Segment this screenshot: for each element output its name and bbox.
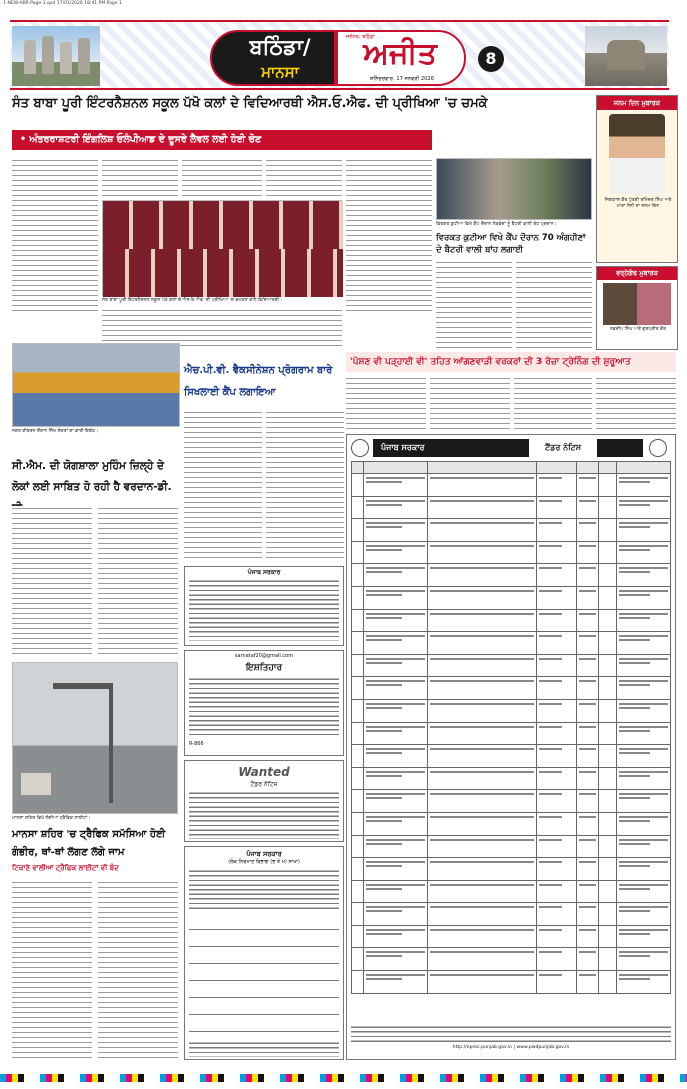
ad1-title: ਪੰਜਾਬ ਸਰਕਾਰ xyxy=(247,569,281,576)
traffic-body-col1 xyxy=(12,880,92,1060)
edition-block xyxy=(210,30,336,86)
traffic-subhead: ਟਿਕਾਣੇ ਵਾਲੀਆਂ ਟ੍ਰੈਫਿਕ ਲਾਈਟਾਂ ਵੀ ਬੰਦ xyxy=(12,864,119,872)
traffic-headline: ਮਾਨਸਾ ਸ਼ਹਿਰ 'ਚ ਟ੍ਰੈਫਿਕ ਸਮੱਸਿਆ ਹੋਈ ਗੰਭੀਰ, ਥਾਂ-ਥਾਂ ਲੱਗਣ ਲੱਗੇ ਜਾਮ xyxy=(12,829,166,858)
heaters-body-col1 xyxy=(436,260,512,350)
edition-main: ਬਠਿੰਡਾ/ xyxy=(249,35,311,59)
tender-logo-left xyxy=(351,439,369,457)
heaters-photo-caption: ਵਿਰਕਤ ਕੁਟੀਆ ਵਿਖੇ ਕੈਂਪ ਦੌਰਾਨ ਲੋੜਵੰਦਾਂ ਨੂੰ ਬੈਟਰੀ ਵਾਲੀ ਬੰਧ ਪ੍ਰਦਾਨ। xyxy=(436,222,557,227)
cm-body-col2 xyxy=(98,506,178,656)
scan-header: 1-NEW-ABR-Page-1.qxd 17/01/2026 18:41 PM Page 1 xyxy=(3,1,122,6)
masthead-photo-left xyxy=(12,26,100,86)
brand-block xyxy=(336,30,466,86)
masthead xyxy=(10,20,669,90)
pwd-subtitle: (ਲੋਕ ਨਿਰਮਾਣ ਵਿਭਾਗ (ਭ ਤੇ ਮ) ਸ਼ਾਖਾ) xyxy=(228,859,300,865)
anniversary-title: ਵਰ੍ਹੇਗੰਢ ਮੁਬਾਰਕ xyxy=(597,267,677,280)
birthday-box xyxy=(596,95,678,263)
procession-caption: ਨਗਰ ਕੀਰਤਨ ਦੌਰਾਨ ਸਿੱਖ ਸੰਗਤਾਂ ਦਾ ਭਾਰੀ ਇਕੱਠ। xyxy=(12,429,99,434)
registration-strip xyxy=(0,1074,687,1082)
hpv-headline: ਐਚ.ਪੀ.ਵੀ. ਵੈਕਸੀਨੇਸ਼ਨ ਪ੍ਰੋਗਰਾਮ ਬਾਰੇ ਸਿਖਲਾਈ ਕੈਂਪ ਲਗਾਇਆ xyxy=(184,365,333,398)
tender-table xyxy=(351,461,671,994)
ishtihar-ad xyxy=(184,650,344,756)
lead-body-col2 xyxy=(102,158,178,198)
tender-web-footer: http://eproc.punjab.gov.in | www.pwdpunjab.gov.in xyxy=(452,1045,570,1050)
wanted-title: Wanted xyxy=(238,765,290,779)
hpv-body-col2 xyxy=(266,410,344,560)
tender-title: ਟੈਂਡਰ ਨੋਟਿਸ xyxy=(529,439,597,457)
lead-photo-caption: ਸੰਤ ਬਾਬਾ ਪੂਰੀ ਇੰਟਰਨੈਸ਼ਨਲ ਸਕੂਲ ਪੱਖੋ ਕਲਾਂ ਦੇ ਐਸ.ਓ.ਐਫ. ਦੀ ਪ੍ਰੀਖਿਆ 'ਚ ਚਮਕਣ ਵਾਲੇ ਵਿਦਿਆਰਥੀ। xyxy=(102,298,283,303)
lead-body-col5 xyxy=(346,158,432,313)
tender-notice xyxy=(346,434,676,1060)
issue-date: ਸ਼ਨਿੱਚਰਵਾਰ, 17 ਜਨਵਰੀ 2026 xyxy=(369,76,435,82)
ishtihar-code: R-866 xyxy=(189,741,204,747)
lead-headline: ਸੰਤ ਬਾਬਾ ਪੂਰੀ ਇੰਟਰਨੈਸ਼ਨਲ ਸਕੂਲ ਪੱਖੋ ਕਲਾਂ ਦੇ ਵਿਦਿਆਰਥੀ ਐਸ.ਓ.ਐਫ. ਦੀ ਪ੍ਰੀਖਿਆ 'ਚ ਚਮਕੇ xyxy=(12,96,488,111)
anganwadi-body-col1 xyxy=(346,376,426,430)
anganwadi-headline: 'ਪੋਸ਼ਣ ਵੀ ਪੜ੍ਹਾਈ ਵੀ' ਤਹਿਤ ਆਂਗਣਵਾੜੀ ਵਰਕਰਾਂ ਦੀ 3 ਰੋਜ਼ਾ ਟ੍ਰੇਨਿੰਗ ਦੀ ਸ਼ੁਰੂਆਤ xyxy=(346,352,676,372)
tender-logo-right xyxy=(649,439,667,457)
cm-headline: ਸੀ.ਐਮ. ਦੀ ਯੋਗਸ਼ਾਲਾ ਮੁਹਿੰਮ ਜ਼ਿਲ੍ਹੇ ਦੇ ਲੋਕਾਂ ਲਈ ਸਾਬਿਤ ਹੋ ਰਹੀ ਹੈ ਵਰਦਾਨ-ਡੀ. xyxy=(12,460,172,493)
ishtihar-title: ਇਸ਼ਤਿਹਾਰ xyxy=(245,663,283,673)
brand-line: ਜਲੰਧਰ, ਬਠਿੰਡਾ xyxy=(346,34,375,40)
traffic-photo-caption: ਮਾਨਸਾ ਸ਼ਹਿਰ ਵਿਖੇ ਲੱਗੀਆਂ ਟ੍ਰੈਫਿਕ ਲਾਈਟਾਂ। xyxy=(12,816,91,821)
procession-photo xyxy=(12,343,180,427)
ishtihar-email: sarnataf20@gmail.com xyxy=(234,653,294,659)
traffic-photo xyxy=(12,662,178,814)
anganwadi-body-col3 xyxy=(514,376,592,430)
tender-header xyxy=(373,439,643,457)
traffic-body-col2 xyxy=(98,880,178,1060)
lead-body-col4 xyxy=(266,158,342,198)
lead-photo-students xyxy=(102,200,342,296)
wanted-ad xyxy=(184,760,344,842)
anganwadi-body-col2 xyxy=(430,376,510,430)
edition-sub: ਮਾਨਸਾ xyxy=(261,63,299,81)
heaters-headline: ਵਿਰਕਤ ਕੁਟੀਆ ਵਿਖੇ ਕੈਂਪ ਦੌਰਾਨ 70 ਅੰਗਹੀਣਾਂ ਦੇ ਬੈਟਰੀ ਵਾਲੀ ਬਾਂਹ ਲਗਾਈ xyxy=(436,233,586,255)
pwd-ad xyxy=(184,846,344,1060)
hpv-body-col1 xyxy=(184,410,262,560)
lead-body-col6 xyxy=(102,308,342,348)
wanted-sub: ਟੈਂਡਰ ਨੋਟਿਸ xyxy=(250,781,278,788)
lead-body-col3 xyxy=(182,158,262,198)
brand-logo: ਅਜੀਤ xyxy=(363,36,437,71)
tender-footer-text xyxy=(351,1025,671,1043)
birthday-title: ਜਨਮ ਦਿਨ ਮੁਬਾਰਕ xyxy=(597,96,677,110)
heaters-body-col2 xyxy=(516,260,592,350)
lead-body-col1 xyxy=(12,158,98,313)
anniversary-photo xyxy=(603,283,671,325)
birthday-caption: ਜਿਗਯਾਸ਼ ਕੌਰ ਪੁੱਤਰੀ ਰਮਿੰਦਰ ਸਿੰਘ ਅਤੇ ਮਾਤਾ ਸੋਨੀ ਦਾ ਜਨਮ ਦਿਨ xyxy=(604,198,672,209)
anniversary-caption: ਨਵਦੀਪ ਸਿੰਘ ਅਤੇ ਗੁਰਪ੍ਰੀਤ ਕੌਰ xyxy=(610,327,666,332)
birthday-photo xyxy=(609,114,665,194)
masthead-photo-right xyxy=(585,26,667,86)
lead-subhead: • ਅੰਤਰਰਾਸ਼ਟਰੀ ਇੰਗਲਿਸ਼ ਓਲੰਪੀਆਡ ਦੇ ਦੂਸਰੇ ਲੈਵਲ ਲਈ ਹੋਈ ਚੋਣ xyxy=(12,130,432,150)
pwd-title: ਪੰਜਾਬ ਸਰਕਾਰ xyxy=(246,850,282,858)
anganwadi-body-col4 xyxy=(596,376,676,430)
punjab-sarkar-ad-1 xyxy=(184,566,344,646)
cm-body-col1 xyxy=(12,506,92,656)
tender-punjab-sarkar: ਪੰਜਾਬ ਸਰਕਾਰ xyxy=(381,443,425,452)
anniversary-box xyxy=(596,266,678,350)
heaters-photo xyxy=(436,158,592,220)
page-number: 8 xyxy=(478,46,504,72)
